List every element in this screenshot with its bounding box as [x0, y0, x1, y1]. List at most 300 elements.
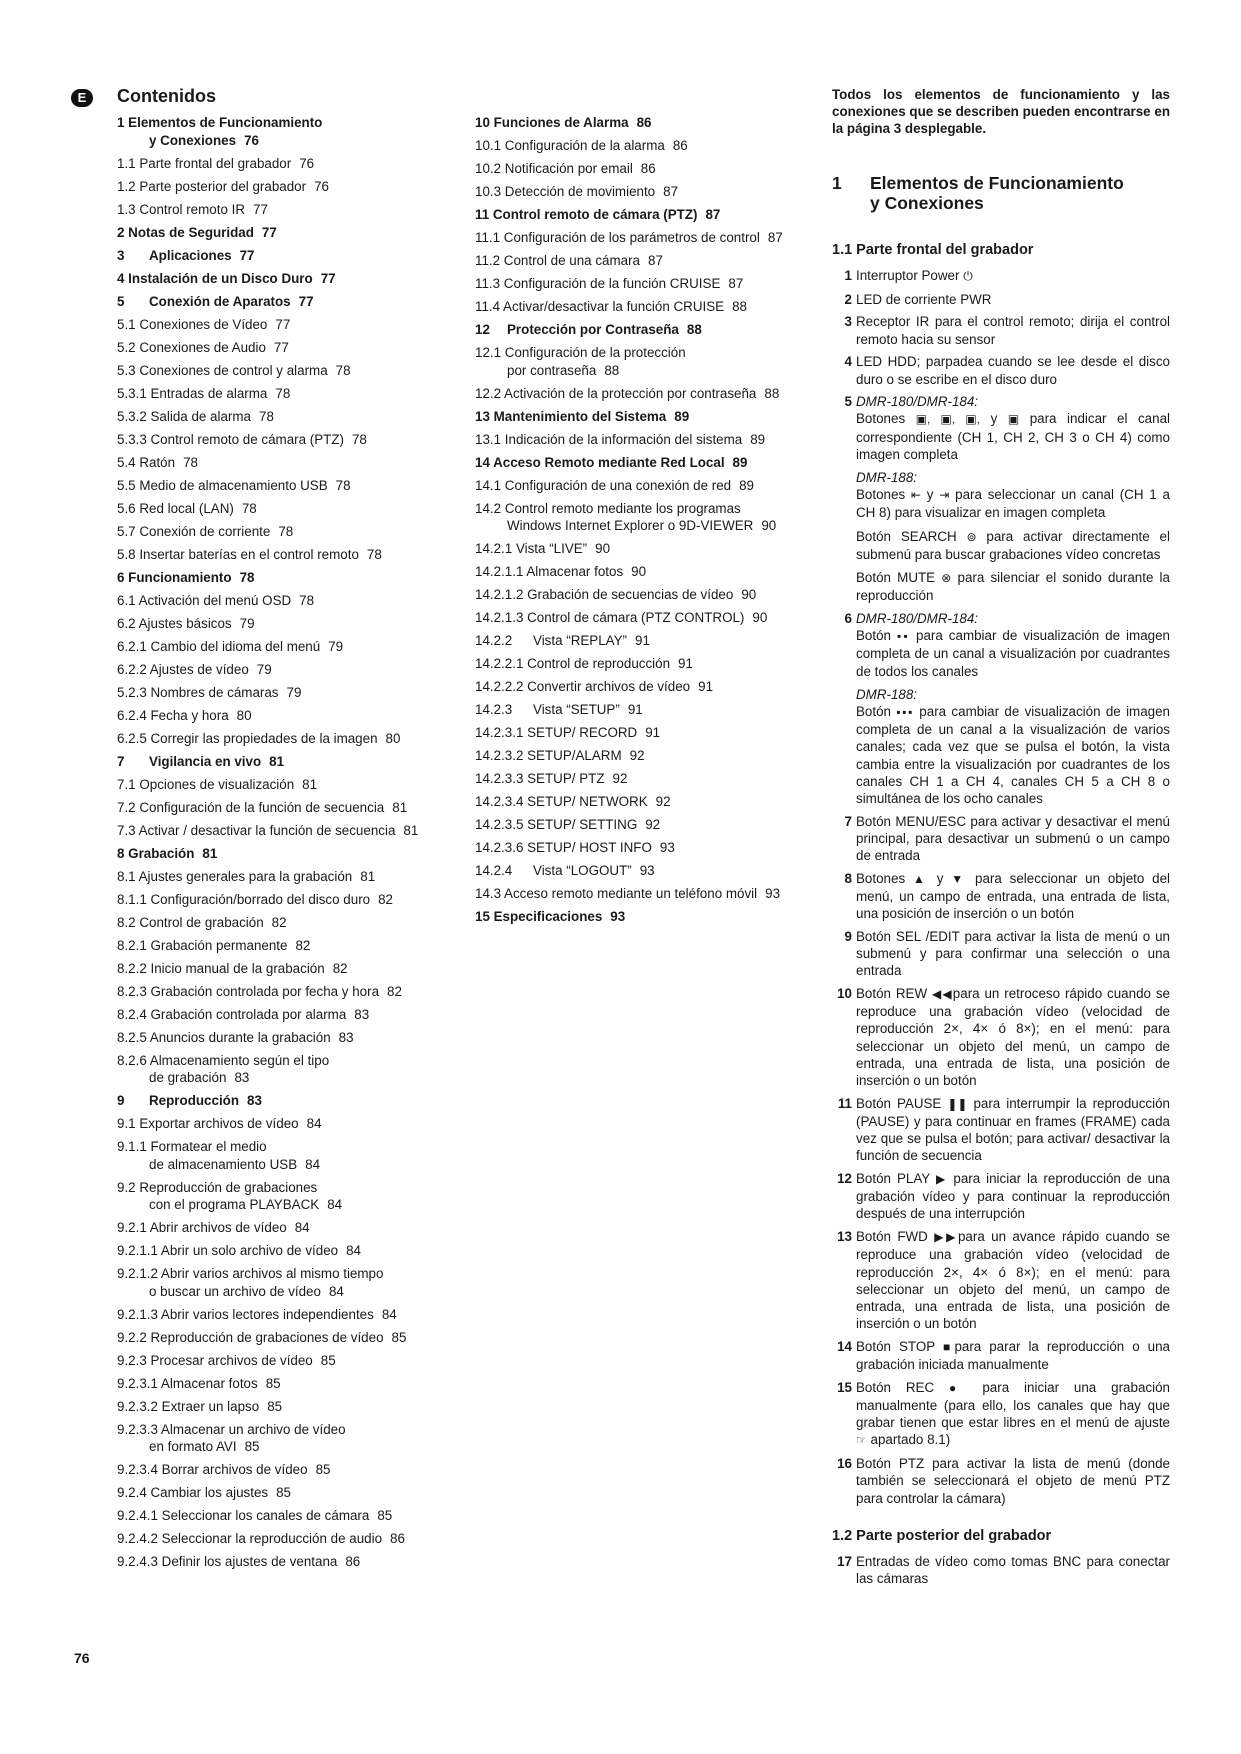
channel-buttons-icon: ▣, ▣, ▣, — [915, 412, 981, 427]
toc-entry-number: 7 — [117, 753, 125, 769]
item-1: 1 Interruptor Power ⏻ — [844, 268, 973, 283]
toc-entry — [117, 155, 452, 173]
toc-entry-page: 85 — [391, 1329, 407, 1345]
toc-middle-column — [475, 114, 812, 931]
toc-entry-page: 83 — [234, 1070, 250, 1085]
toc-entry-page: 89 — [739, 477, 755, 493]
item-16: 16 Botón PTZ para activar la lista de menú (donde también se seleccionará el objeto de menú PTZ para controlar la cámara) — [837, 1456, 1170, 1506]
toc-entry-title: 5.3.1 Entradas de alarma — [117, 386, 270, 401]
toc-entry — [475, 454, 812, 472]
toc-entry — [117, 615, 452, 633]
toc-entry-page: 78 — [335, 362, 351, 378]
toc-entry-title: o buscar un archivo de vídeo — [149, 1284, 324, 1299]
toc-entry — [475, 137, 812, 155]
toc-left-column — [117, 114, 452, 1576]
toc-entry-page: 91 — [678, 656, 693, 671]
toc-entry — [475, 885, 812, 903]
item-7: 7 Botón MENU/ESC para activar y desactivar el menú principal, para desactivar un submenú o un campo de entrada — [844, 813, 1170, 864]
toc-entry-page: 88 — [732, 299, 747, 314]
item-15: 15 Botón REC ● para iniciar una grabación manualmente (para ello, los canales que hay que grabar tienen que estar libres en el menú de ajuste ☞ apartado 8.1) — [837, 1379, 1170, 1448]
toc-entry — [475, 793, 812, 811]
toc-entry — [117, 1553, 452, 1571]
toc-entry-title: 13 Mantenimiento del Sistema — [475, 409, 669, 424]
toc-entry — [117, 523, 452, 541]
toc-entry-title: 9.2 Reproducción de grabaciones — [117, 1180, 320, 1195]
toc-entry-title: Vista “REPLAY” — [533, 633, 630, 648]
toc-entry-title: 14 Acceso Remoto mediante Red Local — [475, 455, 728, 470]
toc-entry-number: 12 — [475, 322, 490, 337]
toc-entry — [475, 183, 812, 201]
toc-entry-title: 6 Funcionamiento — [117, 570, 235, 585]
toc-entry-title: 8.2.3 Grabación controlada por fecha y hora — [117, 984, 382, 999]
toc-entry-page: 78 — [239, 569, 255, 585]
toc-entry-page: 87 — [767, 230, 783, 245]
toc-entry-title: Aplicaciones — [149, 248, 235, 263]
toc-entry-page: 86 — [345, 1554, 361, 1569]
toc-entry — [117, 1484, 452, 1502]
toc-entry-page: 90 — [761, 518, 777, 533]
toc-entry-title: 9.2.1.3 Abrir varios lectores independientes — [117, 1307, 377, 1322]
toc-entry — [475, 655, 812, 673]
toc-entry-page: 78 — [299, 592, 315, 608]
toc-entry — [117, 569, 452, 587]
toc-entry-title: 10.1 Configuración de la alarma — [475, 138, 668, 153]
toc-entry-page: 81 — [403, 822, 419, 838]
toc-entry-page: 78 — [183, 454, 198, 470]
toc-entry-title: Protección por Contraseña — [507, 322, 682, 337]
toc-entry-page: 87 — [728, 276, 744, 291]
toc-entry-title: 5.3 Conexiones de control y alarma — [117, 363, 331, 378]
toc-entry — [475, 862, 812, 880]
item-14: 14 Botón STOP ■para parar la reproducción o una grabación iniciada manualmente — [837, 1338, 1170, 1373]
toc-entry-title: de grabación — [149, 1070, 229, 1085]
toc-entry-page: 90 — [595, 541, 611, 556]
toc-entry-page: 78 — [241, 500, 257, 516]
section-title-line2: y Conexiones — [870, 193, 984, 213]
toc-entry-title: Conexión de Aparatos — [149, 294, 294, 309]
intro-note: Todos los elementos de funcionamiento y las conexiones que se describen pueden encontrarse en la página 3 desplegable. — [832, 87, 1170, 136]
toc-entry-page: 77 — [320, 270, 336, 286]
toc-entry-page: 78 — [259, 408, 274, 424]
toc-entry — [475, 229, 812, 247]
toc-entry-page: 78 — [335, 477, 351, 493]
toc-entry-page: 82 — [387, 983, 402, 999]
toc-entry-title: 5.4 Ratón — [117, 455, 178, 470]
toc-entry-title: Vista “LOGOUT” — [533, 863, 635, 878]
toc-entry — [475, 275, 812, 293]
toc-entry — [117, 1092, 452, 1110]
down-arrow-icon: ▼ — [951, 871, 968, 886]
toc-entry-title: 8.1.1 Configuración/borrado del disco duro — [117, 892, 373, 907]
toc-entry-page: 79 — [256, 661, 272, 677]
toc-entry — [475, 477, 812, 495]
toc-entry-title: 8.2 Control de grabación — [117, 915, 267, 930]
toc-entry-title: 5.2.3 Nombres de cámaras — [117, 685, 282, 700]
toc-entry — [117, 1329, 452, 1347]
toc-entry — [117, 845, 452, 863]
toc-entry-title: Vigilancia en vivo — [149, 754, 264, 769]
toc-entry-page: 89 — [674, 408, 690, 424]
page-number: 76 — [74, 1650, 90, 1666]
toc-entry — [475, 586, 812, 604]
toc-entry-page: 83 — [354, 1006, 370, 1022]
toc-entry-title: 9.2.4.2 Seleccionar la reproducción de audio — [117, 1531, 385, 1546]
toc-entry — [117, 500, 452, 518]
toc-entry-title: 8.2.6 Almacenamiento según el tipo — [117, 1053, 332, 1068]
item-12: 12 Botón PLAY ▶ para iniciar la reproducción de una grabación vídeo y para continuar la reproducción después de una interrupción — [837, 1171, 1170, 1222]
toc-entry-title: 9.2.4 Cambiar los ajustes — [117, 1485, 271, 1500]
toc-entry-page: 93 — [610, 909, 626, 924]
right-column — [832, 86, 1170, 1593]
toc-entry — [117, 914, 452, 932]
toc-entry-page: 91 — [635, 633, 650, 648]
toc-entry-page: 81 — [269, 753, 285, 769]
toc-entry-title: 5.3.2 Salida de alarma — [117, 409, 254, 424]
toc-entry-title: 14.2.1 Vista “LIVE” — [475, 541, 590, 556]
toc-entry-title: 15 Especificaciones — [475, 909, 605, 924]
toc-entry-title: 2 Notas de Seguridad — [117, 225, 257, 240]
toc-entry — [117, 1507, 452, 1525]
toc-entry-title: de almacenamiento USB — [149, 1157, 300, 1172]
toc-entry — [117, 1006, 452, 1024]
toc-entry-page: 85 — [267, 1398, 283, 1414]
toc-entry-page: 77 — [298, 293, 314, 309]
toc-entry — [117, 1242, 452, 1260]
subheading-rear: 1.2 Parte posterior del grabador — [832, 1527, 1052, 1544]
toc-entry — [117, 937, 452, 955]
toc-entry-page: 78 — [366, 546, 382, 562]
toc-entry-page: 86 — [640, 161, 656, 176]
toc-entry-title: 9.2.4.1 Seleccionar los canales de cámara — [117, 1508, 372, 1523]
toc-entry-title: 11.4 Activar/desactivar la función CRUISE — [475, 299, 727, 314]
record-icon: ● — [949, 1380, 968, 1395]
toc-entry-page: 92 — [612, 771, 628, 786]
toc-entry-page: 83 — [247, 1093, 262, 1108]
toc-entry-title: 10 Funciones de Alarma — [475, 115, 632, 130]
toc-entry — [475, 206, 812, 224]
toc-entry-page: 76 — [314, 178, 329, 194]
toc-entry-page: 88 — [604, 362, 620, 378]
toc-entry — [117, 1115, 452, 1133]
toc-entry — [117, 592, 452, 610]
toc-entry — [475, 701, 812, 719]
toc-entry-number: 14.2.3 — [475, 702, 513, 717]
toc-entry-page: 91 — [698, 679, 714, 694]
toc-entry-title: 9.2.2 Reproducción de grabaciones de vídeo — [117, 1330, 387, 1345]
toc-entry-page: 90 — [752, 610, 768, 625]
toc-entry-number: 9 — [117, 1093, 125, 1108]
toc-entry-title: 1 Elementos de Funcionamiento — [117, 115, 325, 130]
toc-entry-page: 85 — [244, 1439, 260, 1454]
toc-entry-title: 1.1 Parte frontal del grabador — [117, 156, 294, 171]
toc-entry-page: 92 — [655, 794, 671, 809]
toc-entry-title: 8.2.2 Inicio manual de la grabación — [117, 961, 328, 976]
toc-entry — [117, 293, 452, 311]
toc-entry — [117, 1179, 452, 1214]
toc-entry-page: 91 — [645, 725, 661, 740]
up-arrow-icon: ▲ — [912, 871, 929, 886]
toc-entry-page: 84 — [328, 1283, 344, 1299]
toc-entry — [117, 316, 452, 334]
toc-entry-title: 14.2.3.4 SETUP/ NETWORK — [475, 794, 651, 809]
toc-entry — [475, 252, 812, 270]
toc-entry-title: 11.2 Control de una cámara — [475, 253, 643, 268]
toc-entry-page: 86 — [672, 138, 688, 153]
toc-entry-title: 7.1 Opciones de visualización — [117, 777, 297, 792]
toc-entry — [475, 500, 812, 535]
toc-entry — [475, 298, 812, 316]
toc-entry — [117, 776, 452, 794]
toc-entry-title: 11 Control remoto de cámara (PTZ) — [475, 207, 700, 222]
toc-entry-page: 84 — [346, 1243, 361, 1258]
toc-entry-page: 86 — [390, 1531, 405, 1546]
toc-entry-page: 82 — [271, 914, 287, 930]
subheading-front: 1.1 Parte frontal del grabador — [832, 242, 1034, 258]
item-17: 17 Entradas de vídeo como tomas BNC para conectar las cámaras — [837, 1553, 1170, 1586]
toc-entry-page: 79 — [239, 615, 255, 631]
toc-entry-title: 5.7 Conexión de corriente — [117, 524, 273, 539]
toc-entry — [475, 385, 812, 403]
item-11: 11 Botón PAUSE ❚❚ para interrumpir la reproducción (PAUSE) y para continuar en frames (FRAME) cada vez que se pulsa el botón; para activar/ desactivar la función de secuencia — [837, 1095, 1170, 1164]
toc-entry — [475, 724, 812, 742]
toc-entry-title: 14.2.3.5 SETUP/ SETTING — [475, 817, 640, 832]
section-title-line1: Elementos de Funcionamiento — [870, 173, 1124, 193]
toc-entry-page: 92 — [629, 748, 645, 763]
toc-entry-title: 9.2.1.1 Abrir un solo archivo de vídeo — [117, 1243, 341, 1258]
toc-entry-title: 14.1 Configuración de una conexión de red — [475, 478, 734, 493]
item-13: 13 Botón FWD ▶▶para un avance rápido cuando se reproduce una grabación vídeo (velocidad de reproducción 2×, 4× ó 8×); en el menú: para seleccionar un objeto del menú, un campo de entrada, una entrada de lista, una posición de inserción o un botón — [837, 1229, 1170, 1332]
toc-entry-page: 87 — [648, 253, 663, 268]
toc-entry — [475, 770, 812, 788]
toc-entry — [117, 178, 452, 196]
toc-entry-number: 3 — [117, 247, 125, 263]
toc-entry-title: 9.2.1.2 Abrir varios archivos al mismo tiempo — [117, 1266, 386, 1281]
toc-entry — [117, 983, 452, 1001]
item-5: 5 DMR-180/DMR-184: Botones ▣, ▣, ▣, y ▣ para indicar el canal correspondiente (CH 1, CH 2, CH 3 o CH 4) como imagen completa DMR-188: Botones ⇤ y ⇥ para seleccionar un canal (CH 1 a CH 8) para visualizar en imagen completa Botón SEARCH ⊚ para activar directamente el submenú para buscar grabaciones vídeo concretas Botón MUTE ⊗ para silenciar el sonido durante la reproducción — [844, 394, 1170, 604]
toc-entry-page: 89 — [750, 431, 766, 447]
toc-entry-title: 9.1 Exportar archivos de vídeo — [117, 1116, 302, 1131]
toc-entry-page: 81 — [202, 845, 218, 861]
toc-entry — [117, 385, 452, 403]
toc-entry-title: 14.2.1.1 Almacenar fotos — [475, 564, 626, 579]
toc-entry-title: 6.2.1 Cambio del idioma del menú — [117, 639, 323, 654]
toc-entry-title: 14.2.1.3 Control de cámara (PTZ CONTROL) — [475, 610, 747, 625]
toc-entry-title: 8 Grabación — [117, 846, 197, 861]
see-reference-icon: ☞ — [856, 1433, 867, 1448]
play-icon: ▶ — [935, 1172, 948, 1187]
toc-entry-page: 86 — [636, 115, 652, 130]
toc-entry-title: y Conexiones — [149, 133, 239, 148]
toc-entry — [475, 747, 812, 765]
item-4: 4 LED HDD; parpadea cuando se lee desde el disco duro o se escribe en el disco duro — [844, 354, 1170, 387]
toc-entry — [475, 678, 812, 696]
toc-entry-page: 80 — [236, 707, 252, 723]
toc-entry — [475, 816, 812, 834]
toc-entry-page: 90 — [741, 587, 757, 602]
item-3: 3 Receptor IR para el control remoto; dirija el control remoto hacia su sensor — [844, 314, 1170, 347]
toc-entry — [117, 753, 452, 771]
toc-entry — [117, 477, 452, 495]
toc-entry-title: 6.1 Activación del menú OSD — [117, 593, 294, 608]
toc-entry-page: 93 — [659, 840, 675, 855]
toc-entry-title: 8.2.1 Grabación permanente — [117, 938, 290, 953]
toc-entry-title: 9.2.3 Procesar archivos de vídeo — [117, 1353, 316, 1368]
toc-entry-page: 81 — [360, 868, 376, 884]
toc-entry-page: 85 — [276, 1485, 291, 1500]
toc-entry — [117, 1530, 452, 1548]
toc-entry — [117, 1052, 452, 1087]
channel-4-icon: ▣ — [1007, 412, 1020, 427]
toc-entry-page: 83 — [338, 1029, 354, 1045]
toc-entry — [117, 707, 452, 725]
toc-entry — [117, 799, 452, 817]
toc-entry-title: 11.1 Configuración de los parámetros de control — [475, 230, 763, 245]
toc-entry-title: 13.1 Indicación de la información del sistema — [475, 432, 745, 447]
toc-entry-title: 6.2.4 Fecha y hora — [117, 708, 232, 723]
toc-entry-title: 14.2 Control remoto mediante los programas — [475, 501, 744, 516]
contents-title: Contenidos — [117, 86, 216, 106]
toc-entry-page: 85 — [377, 1508, 393, 1523]
toc-entry-page: 77 — [261, 224, 277, 240]
toc-entry — [475, 344, 812, 379]
toc-entry-page: 77 — [275, 316, 291, 332]
toc-entry-title: Windows Internet Explorer o 9D-VIEWER — [507, 518, 756, 533]
toc-entry-title: 14.2.3.3 SETUP/ PTZ — [475, 771, 608, 786]
section-heading-1 — [832, 173, 1170, 213]
toc-entry-page: 87 — [705, 207, 721, 222]
toc-entry — [117, 114, 452, 149]
toc-entry-page: 76 — [299, 155, 315, 171]
toc-entry-page: 77 — [273, 339, 289, 355]
toc-entry-page: 84 — [327, 1197, 343, 1212]
toc-entry-title: 9.2.3.3 Almacenar un archivo de vídeo — [117, 1422, 349, 1437]
toc-entry-title: 5.3.3 Control remoto de cámara (PTZ) — [117, 432, 347, 447]
toc-entry — [117, 339, 452, 357]
toc-entry — [117, 891, 452, 909]
toc-entry-title: 1.3 Control remoto IR — [117, 202, 248, 217]
multi-view-icon: ▪▪▪ — [896, 704, 914, 719]
toc-entry-page: 85 — [320, 1352, 336, 1368]
toc-entry — [117, 1138, 452, 1173]
power-icon: ⏻ — [963, 269, 973, 283]
search-icon: ⊚ — [966, 529, 977, 544]
toc-entry — [475, 908, 812, 926]
toc-entry — [117, 408, 452, 426]
toc-entry-title: 14.2.3.2 SETUP/ALARM — [475, 748, 625, 763]
toc-entry — [475, 408, 812, 426]
toc-entry — [117, 201, 452, 219]
section-number: 1 — [832, 173, 842, 193]
toc-entry-page: 90 — [631, 564, 647, 579]
toc-entry-title: 14.2.2.2 Convertir archivos de vídeo — [475, 679, 693, 694]
toc-entry — [475, 632, 812, 650]
toc-entry — [117, 546, 452, 564]
toc-entry — [117, 1398, 452, 1416]
channel-next-icon: ⇥ — [939, 488, 950, 503]
toc-entry-page: 89 — [732, 454, 748, 470]
toc-entry-page: 88 — [764, 385, 780, 401]
toc-entry-page: 82 — [378, 891, 394, 907]
toc-entry-page: 91 — [627, 702, 643, 717]
toc-entry-title: 14.2.3.6 SETUP/ HOST INFO — [475, 840, 655, 855]
toc-entry-title: 8.2.5 Anuncios durante la grabación — [117, 1030, 334, 1045]
toc-entry-page: 87 — [663, 184, 679, 199]
item-8: 8 Botones ▲ y ▼ para seleccionar un objeto del menú, un campo de entrada, una entrada de lista, una posición de inserción o un botón — [844, 870, 1170, 922]
toc-entry — [117, 1421, 452, 1456]
item-6: 6 DMR-180/DMR-184: Botón ▪▪ para cambiar de visualización de imagen completa de un canal a visualización por cuadrantes de todos los canales DMR-188: Botón ▪▪▪ para cambiar de visualización de imagen completa de un canal a la visualización de varios canales; cada vez que se pulsa el botón, la vista cambia entre la visualización por cuadrantes de los canales CH 1 a CH 4, canales CH 5 a CH 8 o simultánea de los ocho canales — [844, 610, 1171, 806]
toc-entry-title: 12.1 Configuración de la protección — [475, 345, 689, 360]
toc-entry-title: 10.3 Detección de movimiento — [475, 184, 658, 199]
toc-entry — [117, 270, 452, 288]
toc-entry-title: 6.2.2 Ajustes de vídeo — [117, 662, 252, 677]
toc-entry-page: 85 — [265, 1375, 281, 1391]
toc-entry — [475, 431, 812, 449]
toc-entry-page: 78 — [351, 431, 367, 447]
toc-entry-title: 8.2.4 Grabación controlada por alarma — [117, 1007, 349, 1022]
toc-entry-title: 9.1.1 Formatear el medio — [117, 1139, 270, 1154]
fast-forward-icon: ▶▶ — [934, 1230, 958, 1245]
toc-entry-title: 7.2 Configuración de la función de secuencia — [117, 800, 387, 815]
toc-entry-page: 93 — [765, 886, 781, 901]
toc-entry-title: 5.2 Conexiones de Audio — [117, 340, 269, 355]
mute-icon: ⊗ — [941, 571, 952, 586]
toc-entry-title: 5.8 Insertar baterías en el control remoto — [117, 547, 362, 562]
toc-entry-title: con el programa PLAYBACK — [149, 1197, 322, 1212]
rewind-icon: ◀◀ — [932, 987, 953, 1002]
toc-entry-title: 6.2 Ajustes básicos — [117, 616, 235, 631]
toc-entry-page: 78 — [275, 385, 291, 401]
toc-entry-title: 9.2.1 Abrir archivos de vídeo — [117, 1220, 290, 1235]
toc-entry — [117, 362, 452, 380]
toc-entry-page: 84 — [305, 1156, 321, 1172]
toc-entry-title: 10.2 Notificación por email — [475, 161, 636, 176]
toc-entry-page: 77 — [239, 247, 255, 263]
toc-entry — [117, 661, 452, 679]
toc-entry-page: 81 — [392, 799, 408, 815]
channel-prev-icon: ⇤ — [910, 488, 921, 503]
toc-entry-title: 14.2.3.1 SETUP/ RECORD — [475, 725, 640, 740]
toc-entry-title: 5.6 Red local (LAN) — [117, 501, 237, 516]
toc-entry-page: 92 — [645, 817, 661, 832]
toc-entry-title: Reproducción — [149, 1093, 242, 1108]
item-2: 2 LED de corriente PWR — [844, 291, 992, 307]
toc-entry-page: 79 — [328, 638, 344, 654]
toc-entry-title: 11.3 Configuración de la función CRUISE — [475, 276, 723, 291]
toc-entry — [117, 1352, 452, 1370]
pause-icon: ❚❚ — [947, 1096, 968, 1111]
item-10: 10 Botón REW ◀◀para un retroceso rápido cuando se reproduce una grabación vídeo (velocidad de reproducción 2×, 4× ó 8×); en el menú: para seleccionar un objeto del menú, un campo de entrada, una entrada de lista, una posición de inserción o un botón — [837, 986, 1170, 1089]
toc-entry-title: 9.2.3.1 Almacenar fotos — [117, 1376, 261, 1391]
item-9: 9 Botón SEL /EDIT para activar la lista de menú o un submenú y para confirmar una selección o una entrada — [844, 928, 1170, 979]
toc-entry-page: 82 — [295, 937, 311, 953]
toc-entry-page: 77 — [253, 201, 268, 217]
toc-entry-title: 9.2.3.2 Extraer un lapso — [117, 1399, 262, 1414]
toc-entry-page: 76 — [244, 132, 259, 148]
toc-entry — [117, 1306, 452, 1324]
toc-entry — [475, 609, 812, 627]
toc-entry — [117, 454, 452, 472]
toc-entry — [117, 730, 452, 748]
toc-entry-page: 88 — [686, 322, 702, 337]
toc-entry-title: 1.2 Parte posterior del grabador — [117, 179, 309, 194]
toc-entry-page: 81 — [302, 776, 318, 792]
toc-entry — [117, 822, 452, 840]
language-badge: E — [71, 89, 93, 107]
toc-entry-page: 78 — [278, 523, 294, 539]
toc-entry-page: 80 — [385, 730, 401, 746]
toc-entry — [475, 540, 812, 558]
toc-entry-title: 5.1 Conexiones de Vídeo — [117, 317, 270, 332]
